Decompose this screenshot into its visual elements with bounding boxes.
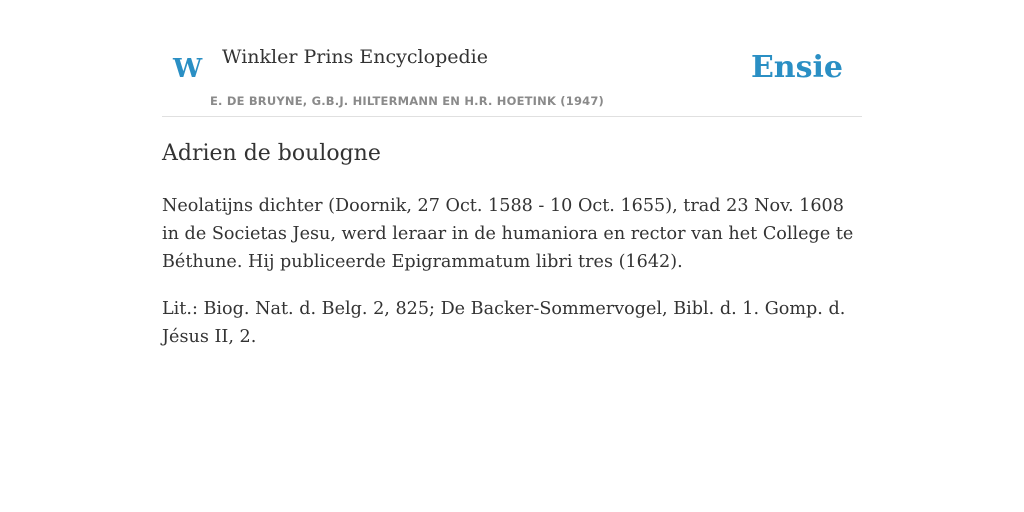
article [162, 138, 862, 370]
book-header [162, 40, 862, 117]
article-title: Adrien de boulogne [162, 141, 381, 166]
article-literature: Lit.: Biog. Nat. d. Belg. 2, 825; De Backer-Sommervogel, Bibl. d. 1. Gomp. d. Jésus II, 2. [162, 299, 846, 347]
book-authors: E. DE BRUYNE, G.B.J. HILTERMANN EN H.R. HOETINK (1947) [210, 94, 605, 108]
book-title[interactable]: Winkler Prins Encyclopedie [222, 46, 488, 68]
book-logo[interactable]: W [173, 54, 203, 84]
ensie-logo[interactable]: Ensie [750, 50, 843, 85]
article-paragraph: Neolatijns dichter (Doornik, 27 Oct. 1588 - 10 Oct. 1655), trad 23 Nov. 1608 in de Societas Jesu, werd leraar in de humaniora en rector van het College te Béthune. Hij publiceerde Epigrammatum libri tres (1642). [162, 196, 854, 272]
